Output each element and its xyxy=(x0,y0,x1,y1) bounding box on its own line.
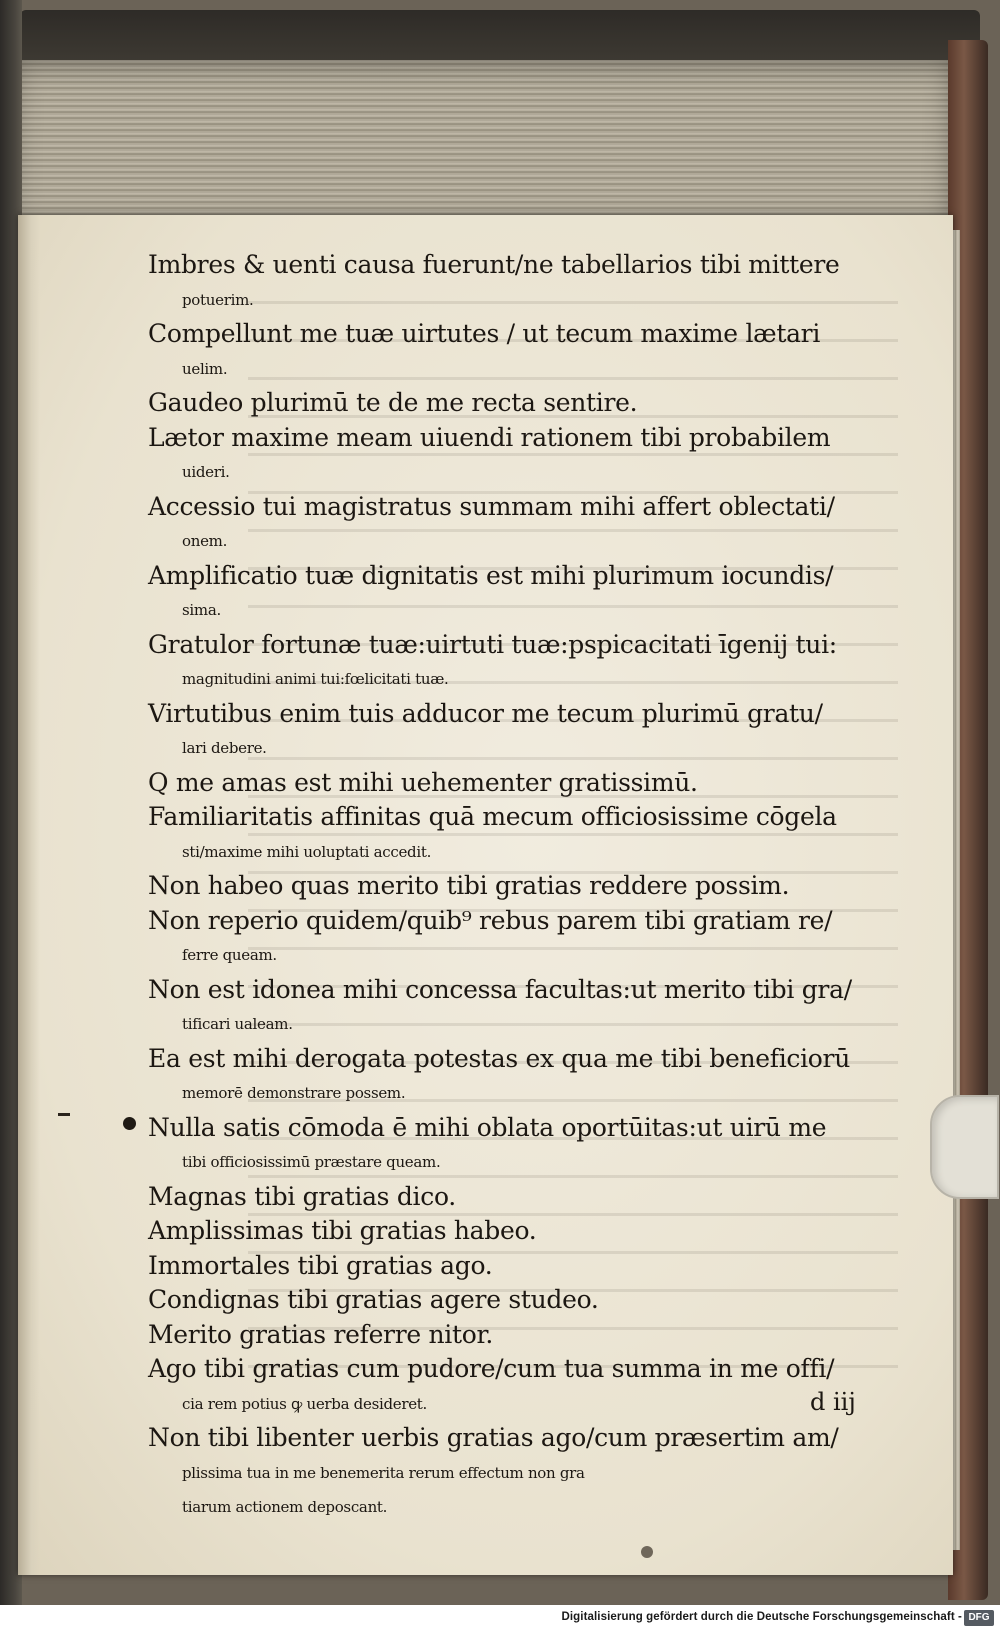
text-line: Q me amas est mihi uehementer gratissimū. xyxy=(148,767,698,797)
text-line: Non tibi libenter uerbis gratias ago/cum præsertim am/ xyxy=(148,1423,839,1452)
text-line: potuerim. xyxy=(182,290,254,309)
text-line: plissima tua in me benemerita rerum effectum non gra xyxy=(182,1463,585,1482)
text-line: sti/maxime mihi uoluptati accedit. xyxy=(182,842,432,861)
text-line: ferre queam. xyxy=(182,946,277,964)
text-line: Ea est mihi derogata potestas ex qua me tibi beneficiorū xyxy=(148,1043,850,1073)
text-line: tibi officiosissimū præstare queam. xyxy=(182,1153,441,1171)
text-line: Merito gratias referre nitor. xyxy=(148,1319,494,1349)
text-line: Lætor maxime meam uiuendi rationem tibi probabilem xyxy=(148,422,831,452)
text-line: Imbres & uenti causa fuerunt/ne tabellarios tibi mittere xyxy=(148,250,840,279)
text-line: Accessio tui magistratus summam mihi affert oblectati/ xyxy=(148,491,835,521)
text-line: uelim. xyxy=(182,359,228,378)
page-edges-top xyxy=(9,60,957,230)
text-line: Non reperio quidem/quib⁹ rebus parem tibi gratiam re/ xyxy=(148,905,833,935)
text-line: Ago tibi gratias cum pudore/cum tua summa in me offi/ xyxy=(148,1354,835,1383)
text-line: lari debere. xyxy=(182,739,267,757)
page-text xyxy=(148,248,878,1525)
text-line: Magnas tibi gratias dico. xyxy=(148,1181,456,1211)
text-line: sima. xyxy=(182,601,221,619)
text-line: Amplificatio tuæ dignitatis est mihi plurimum iocundis/ xyxy=(148,560,834,590)
text-line: Nulla satis cōmoda ē mihi oblata oportūitas:ut uirū me xyxy=(148,1112,827,1142)
text-line: Gratulor fortunæ tuæ:uirtuti tuæ:pspicacitati īgenij tui: xyxy=(148,629,837,659)
text-line: memorē demonstrare possem. xyxy=(182,1084,406,1102)
text-line: cia rem potius ꝙ uerba desideret. xyxy=(182,1394,427,1413)
text-line: onem. xyxy=(182,532,228,550)
page-gutter xyxy=(18,215,40,1575)
text-line: Familiaritatis affinitas quā mecum officiosissime cōgela xyxy=(148,802,837,831)
signature-mark: d iij xyxy=(810,1388,856,1416)
text-line: Gaudeo plurimū te de me recta sentire. xyxy=(148,388,638,417)
text-line: Non est idonea mihi concessa facultas:ut merito tibi gra/ xyxy=(148,974,852,1004)
page-hole xyxy=(641,1546,653,1558)
text-line: tificari ualeam. xyxy=(182,1015,293,1033)
footer-credit: Digitalisierung gefördert durch die Deutsche Forschungsgemeinschaft - xyxy=(561,1611,962,1623)
text-line: Non habeo quas merito tibi gratias reddere possim. xyxy=(148,871,790,900)
text-line: Immortales tibi gratias ago. xyxy=(148,1250,493,1280)
dfg-logo: DFG xyxy=(964,1610,994,1626)
text-line: uideri. xyxy=(182,463,230,481)
text-line: Amplissimas tibi gratias habeo. xyxy=(148,1216,537,1245)
margin-dash-mark xyxy=(58,1113,70,1116)
text-line: Virtutibus enim tuis adducor me tecum plurimū gratu/ xyxy=(148,698,823,728)
margin-bullet-mark xyxy=(123,1117,136,1130)
bookmark-strip xyxy=(930,1095,999,1199)
text-line: Compellunt me tuæ uirtutes / ut tecum maxime lætari xyxy=(148,319,821,348)
text-line: Condignas tibi gratias agere studeo. xyxy=(148,1285,599,1314)
text-line: tiarum actionem deposcant. xyxy=(182,1498,388,1516)
text-line: magnitudini animi tui:fœlicitati tuæ. xyxy=(182,670,449,688)
